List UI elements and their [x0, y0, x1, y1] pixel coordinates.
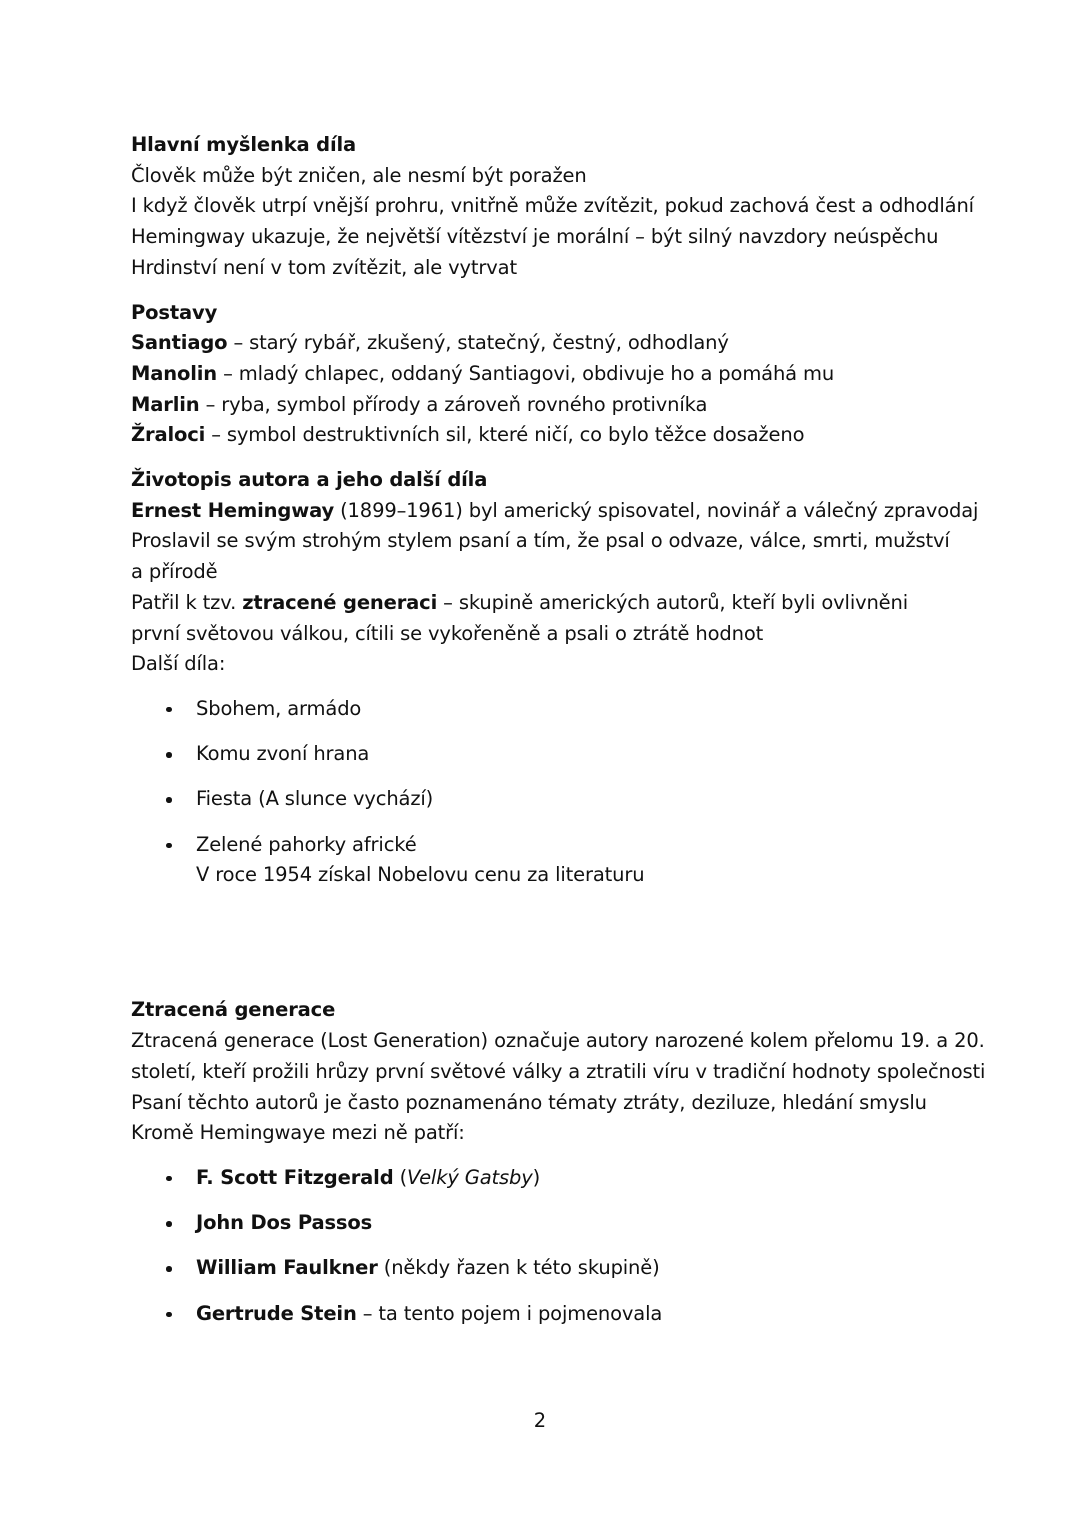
character-name: Manolin — [131, 361, 218, 385]
lost-generation-suffix: – skupině amerických autorů, kteří byli ovlivněni první světovou válkou, cítili se vykořeněně a psali o ztrátě hodnot — [131, 590, 909, 645]
lost-generation-line: století, kteří prožili hrůzy první světové války a ztratili víru v tradiční hodnoty společnosti — [131, 1059, 986, 1083]
list-item — [131, 1208, 961, 1239]
main-idea-line: I když člověk utrpí vnější prohru, vnitřně může zvítězit, pokud zachová čest a odhodlání — [131, 194, 974, 218]
list-item: Sbohem, armádo — [131, 694, 961, 725]
nobel-note: V roce 1954 získal Nobelovu cenu za literaturu — [196, 863, 645, 887]
main-idea-section — [131, 130, 974, 284]
character-name: Žraloci — [131, 423, 206, 447]
author-name: John Dos Passos — [196, 1211, 373, 1235]
lost-generation-line: Kromě Hemingwaye mezi ně patří: — [131, 1121, 465, 1145]
character-description: – starý rybář, zkušený, statečný, čestný, odhodlaný — [227, 331, 729, 355]
list-item: Fiesta (A slunce vychází) — [131, 784, 961, 815]
lost-generation-membership — [131, 588, 961, 649]
character-description: – symbol destruktivních sil, které ničí, co bylo těžce dosaženo — [205, 423, 805, 447]
character-description: – ryba, symbol přírody a zároveň rovného protivníka — [199, 392, 708, 416]
author-name: Gertrude Stein — [196, 1301, 357, 1325]
character-name: Marlin — [131, 392, 200, 416]
author-name: Ernest Hemingway — [131, 498, 335, 522]
list-item — [131, 830, 961, 891]
list-item — [131, 1299, 961, 1330]
author-note: – ta tento pojem i pojmenovala — [356, 1301, 663, 1325]
author-style-text: Proslavil se svým strohým stylem psaní a tím, že psal o odvaze, válce, smrti, mužství a přírodě — [131, 529, 950, 584]
character-name: Santiago — [131, 331, 228, 355]
lost-generation-heading: Ztracená generace — [131, 998, 336, 1022]
character-description: – mladý chlapec, oddaný Santiagovi, obdivuje ho a pomáhá mu — [217, 361, 835, 385]
author-note: ( — [393, 1165, 408, 1189]
character-entry — [131, 390, 961, 421]
page-number: 2 — [533, 1409, 547, 1432]
work-title: Zelené pahorky africké — [196, 832, 417, 856]
author-note-close: ) — [532, 1165, 541, 1189]
characters-section — [131, 298, 961, 452]
character-entry — [131, 359, 961, 390]
main-idea-line: Hemingway ukazuje, že největší vítězství je morální – být silný navzdory neúspěchu — [131, 225, 939, 249]
main-idea-heading: Hlavní myšlenka díla — [131, 133, 357, 156]
spacer — [131, 905, 961, 995]
lost-generation-prefix: Patřil k tzv. — [131, 590, 243, 614]
author-name: F. Scott Fitzgerald — [196, 1165, 394, 1189]
lost-generation-line: Ztracená generace (Lost Generation) označuje autory narozené kolem přelomu 19. a 20. — [131, 1029, 985, 1053]
lost-generation-authors-list — [131, 1163, 961, 1329]
lost-generation-section — [131, 995, 986, 1329]
lost-generation-line: Psaní těchto autorů je často poznamenáno tématy ztráty, deziluze, hledání smyslu — [131, 1090, 927, 1114]
main-idea-line: Člověk může být zničen, ale nesmí být poražen — [131, 163, 587, 187]
list-item — [131, 1253, 961, 1284]
author-name: William Faulkner — [196, 1256, 378, 1280]
works-list — [131, 694, 961, 891]
character-entry — [131, 328, 961, 359]
characters-heading: Postavy — [131, 300, 218, 324]
list-item — [131, 1163, 961, 1194]
author-intro — [131, 496, 979, 527]
book-title: Velký Gatsby — [407, 1165, 533, 1189]
list-item: Komu zvoní hrana — [131, 739, 961, 770]
lost-generation-term: ztracené generaci — [242, 590, 438, 614]
author-description: (1899–1961) byl americký spisovatel, novinář a válečný zpravodaj — [334, 498, 979, 522]
biography-section — [131, 465, 979, 891]
character-entry — [131, 420, 961, 451]
document-page — [131, 130, 986, 1344]
author-note: (někdy řazen k této skupině) — [377, 1256, 660, 1280]
works-label: Další díla: — [131, 652, 226, 676]
biography-heading: Životopis autora a jeho další díla — [131, 468, 488, 492]
main-idea-line: Hrdinství není v tom zvítězit, ale vytrvat — [131, 255, 517, 279]
